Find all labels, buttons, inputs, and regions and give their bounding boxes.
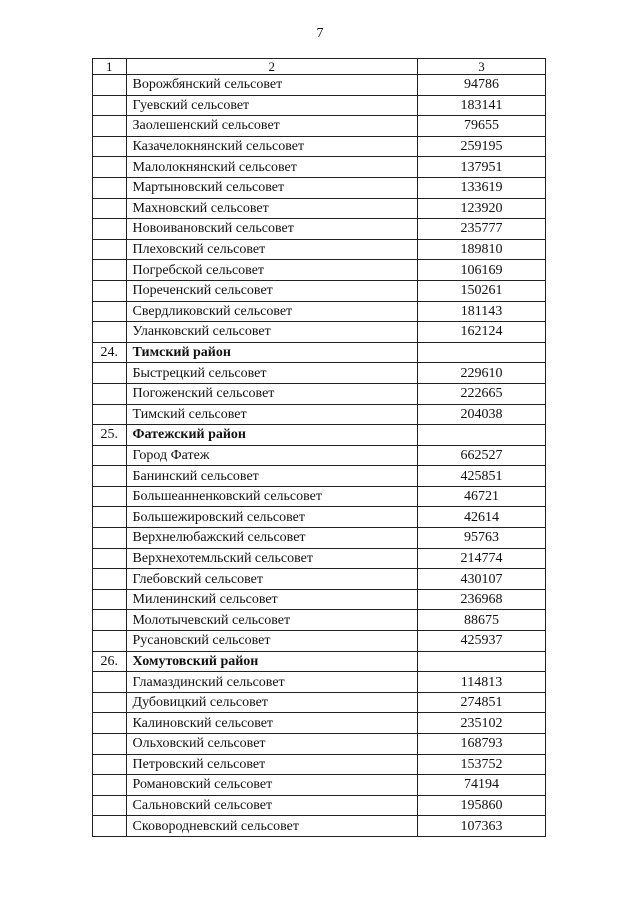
row-name: Молотычевский сельсовет: [126, 610, 418, 631]
row-name: Глебовский сельсовет: [126, 569, 418, 590]
row-name: Сковородневский сельсовет: [126, 816, 418, 837]
row-number: 24.: [93, 342, 127, 363]
row-number: [93, 548, 127, 569]
row-name: Новоивановский сельсовет: [126, 219, 418, 240]
table-row: [93, 383, 546, 404]
table-row: [93, 548, 546, 569]
row-number: [93, 383, 127, 404]
row-name: Плеховский сельсовет: [126, 239, 418, 260]
row-number: [93, 177, 127, 198]
budget-table: [92, 58, 546, 837]
table-row: [93, 301, 546, 322]
row-number: [93, 754, 127, 775]
row-number: [93, 404, 127, 425]
table-row: [93, 734, 546, 755]
row-number: [93, 239, 127, 260]
row-value: 153752: [418, 754, 546, 775]
table-row: [93, 692, 546, 713]
row-number: [93, 280, 127, 301]
row-number: [93, 445, 127, 466]
row-number: [93, 75, 127, 96]
table-row: [93, 363, 546, 384]
table-row: [93, 466, 546, 487]
row-number: [93, 301, 127, 322]
row-number: [93, 486, 127, 507]
row-value: 150261: [418, 280, 546, 301]
row-name: Дубовицкий сельсовет: [126, 692, 418, 713]
table-row: [93, 775, 546, 796]
row-name: Свердликовский сельсовет: [126, 301, 418, 322]
row-value: 88675: [418, 610, 546, 631]
header-col-1: 1: [93, 59, 127, 75]
row-number: [93, 589, 127, 610]
row-name: Ворожбянский сельсовет: [126, 75, 418, 96]
row-name: Ольховский сельсовет: [126, 734, 418, 755]
row-value: 189810: [418, 239, 546, 260]
row-name: Верхнехотемльский сельсовет: [126, 548, 418, 569]
row-name: Малолокнянский сельсовет: [126, 157, 418, 178]
district-row: [93, 342, 546, 363]
row-value: 204038: [418, 404, 546, 425]
table-row: [93, 322, 546, 343]
row-name: Погребской сельсовет: [126, 260, 418, 281]
row-value: 430107: [418, 569, 546, 590]
row-value: 425937: [418, 631, 546, 652]
row-value: 46721: [418, 486, 546, 507]
row-value: 235102: [418, 713, 546, 734]
row-value: 107363: [418, 816, 546, 837]
row-number: [93, 528, 127, 549]
table-row: [93, 260, 546, 281]
table-row: [93, 713, 546, 734]
row-number: [93, 219, 127, 240]
row-name: Гламаздинский сельсовет: [126, 672, 418, 693]
table-row: [93, 219, 546, 240]
row-value: 168793: [418, 734, 546, 755]
row-value: 79655: [418, 116, 546, 137]
row-name: Большеанненковский сельсовет: [126, 486, 418, 507]
row-name: Погоженский сельсовет: [126, 383, 418, 404]
row-value: 94786: [418, 75, 546, 96]
row-number: [93, 816, 127, 837]
row-number: [93, 610, 127, 631]
row-name: Романовский сельсовет: [126, 775, 418, 796]
row-value: 183141: [418, 95, 546, 116]
row-value: 74194: [418, 775, 546, 796]
row-value: [418, 651, 546, 672]
row-number: [93, 260, 127, 281]
table-row: [93, 280, 546, 301]
row-name: Сальновский сельсовет: [126, 795, 418, 816]
row-name: Город Фатеж: [126, 445, 418, 466]
table-row: [93, 816, 546, 837]
table-body: [93, 59, 546, 837]
row-number: [93, 713, 127, 734]
row-value: 425851: [418, 466, 546, 487]
row-number: [93, 198, 127, 219]
row-name: Уланковский сельсовет: [126, 322, 418, 343]
table-row: [93, 404, 546, 425]
row-value: [418, 425, 546, 446]
row-number: [93, 95, 127, 116]
table-row: [93, 486, 546, 507]
row-number: [93, 507, 127, 528]
row-number: [93, 157, 127, 178]
row-name: Пореченский сельсовет: [126, 280, 418, 301]
row-number: [93, 631, 127, 652]
row-number: 26.: [93, 651, 127, 672]
row-value: 137951: [418, 157, 546, 178]
table-row: [93, 136, 546, 157]
table-row: [93, 116, 546, 137]
row-name: Гуевский сельсовет: [126, 95, 418, 116]
table-row: [93, 672, 546, 693]
row-value: 162124: [418, 322, 546, 343]
district-row: [93, 425, 546, 446]
row-name: Петровский сельсовет: [126, 754, 418, 775]
table-row: [93, 507, 546, 528]
row-value: 95763: [418, 528, 546, 549]
table-row: [93, 95, 546, 116]
table-row: [93, 157, 546, 178]
row-value: 274851: [418, 692, 546, 713]
row-value: 236968: [418, 589, 546, 610]
row-name: Русановский сельсовет: [126, 631, 418, 652]
row-value: 42614: [418, 507, 546, 528]
row-number: [93, 136, 127, 157]
header-col-2: 2: [126, 59, 418, 75]
row-number: [93, 116, 127, 137]
row-value: 229610: [418, 363, 546, 384]
row-value: 181143: [418, 301, 546, 322]
district-row: [93, 651, 546, 672]
row-value: 662527: [418, 445, 546, 466]
table-row: [93, 528, 546, 549]
table-row: [93, 569, 546, 590]
row-name: Верхнелюбажский сельсовет: [126, 528, 418, 549]
table-row: [93, 198, 546, 219]
row-number: [93, 672, 127, 693]
row-name: Заолешенский сельсовет: [126, 116, 418, 137]
row-name: Калиновский сельсовет: [126, 713, 418, 734]
row-name: Хомутовский район: [126, 651, 418, 672]
row-value: 259195: [418, 136, 546, 157]
row-number: [93, 363, 127, 384]
table-row: [93, 631, 546, 652]
table-row: [93, 795, 546, 816]
row-number: [93, 734, 127, 755]
table-row: [93, 610, 546, 631]
row-number: [93, 569, 127, 590]
row-name: Банинский сельсовет: [126, 466, 418, 487]
row-value: 114813: [418, 672, 546, 693]
table-row: [93, 177, 546, 198]
header-col-3: 3: [418, 59, 546, 75]
row-value: 214774: [418, 548, 546, 569]
row-value: 235777: [418, 219, 546, 240]
row-value: 222665: [418, 383, 546, 404]
row-name: Миленинский сельсовет: [126, 589, 418, 610]
row-value: 123920: [418, 198, 546, 219]
row-number: 25.: [93, 425, 127, 446]
row-number: [93, 466, 127, 487]
row-name: Большежировский сельсовет: [126, 507, 418, 528]
row-value: [418, 342, 546, 363]
row-value: 106169: [418, 260, 546, 281]
table-header-row: [93, 59, 546, 75]
row-name: Махновский сельсовет: [126, 198, 418, 219]
table-row: [93, 589, 546, 610]
row-number: [93, 322, 127, 343]
page-number: 7: [316, 26, 324, 41]
row-number: [93, 795, 127, 816]
row-name: Фатежский район: [126, 425, 418, 446]
row-name: Мартыновский сельсовет: [126, 177, 418, 198]
row-name: Казачелокнянский сельсовет: [126, 136, 418, 157]
table-row: [93, 445, 546, 466]
row-value: 195860: [418, 795, 546, 816]
row-value: 133619: [418, 177, 546, 198]
table-row: [93, 754, 546, 775]
row-number: [93, 692, 127, 713]
table-row: [93, 239, 546, 260]
row-name: Тимский сельсовет: [126, 404, 418, 425]
table-row: [93, 75, 546, 96]
row-number: [93, 775, 127, 796]
row-name: Тимский район: [126, 342, 418, 363]
row-name: Быстрецкий сельсовет: [126, 363, 418, 384]
